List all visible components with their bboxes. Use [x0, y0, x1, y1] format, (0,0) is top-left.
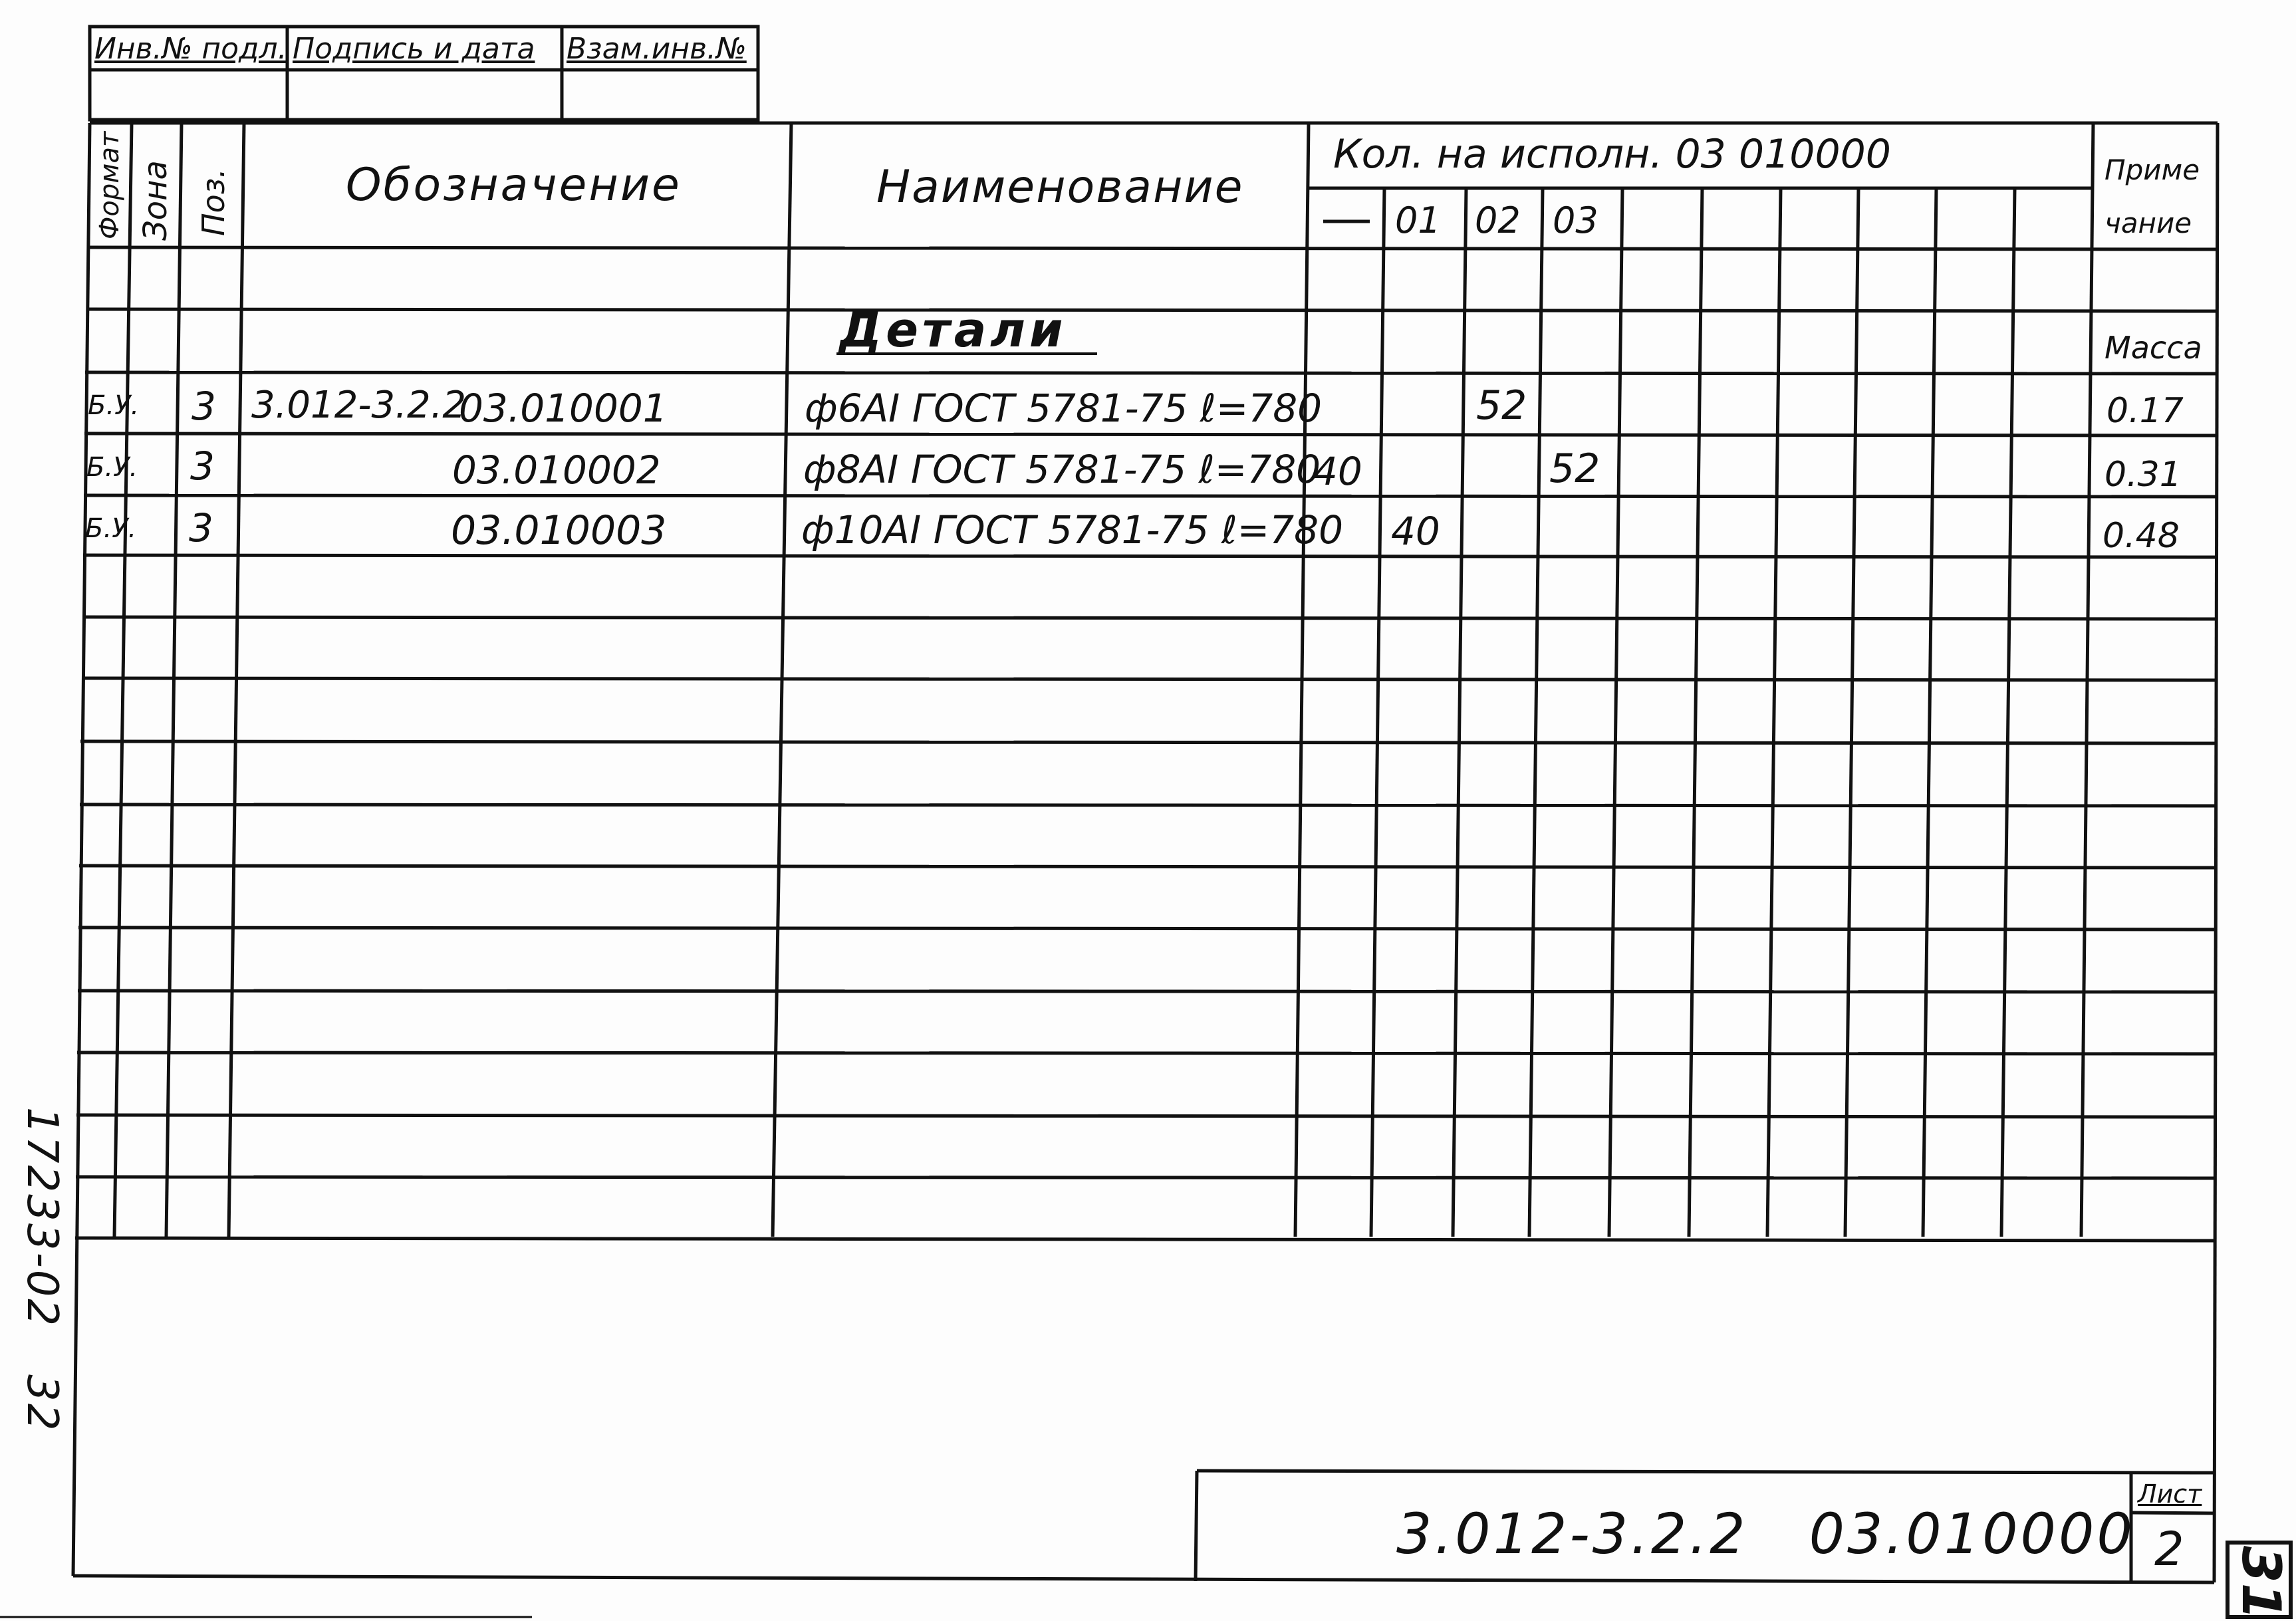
row-3-note: 0.48 — [2103, 516, 2180, 556]
row-2-qty-03: 52 — [1549, 445, 1600, 492]
row-3-oboz: 03.010003 — [451, 507, 667, 554]
document-code: 3.012-3.2.2 03.010000 — [1396, 1501, 2135, 1566]
row-1-poz: 3 — [191, 384, 216, 429]
row-2-format: Б.У. — [86, 452, 138, 483]
column-header-poz: Поз. — [195, 168, 231, 236]
row-1-oboz: 03.010001 — [459, 386, 668, 431]
column-header-primechanie-2: чание — [2105, 207, 2192, 239]
row-1-oboz-prefix: 3.012-3.2.2 — [251, 384, 467, 427]
row-2-oboz: 03.010002 — [452, 447, 661, 493]
column-header-kol-na-ispoln: Кол. на исполн. 03 010000 — [1333, 131, 1891, 178]
column-header-zona: Зона — [137, 160, 174, 241]
column-header-format: Формат — [94, 131, 125, 239]
stamp-vzam-inv-label: Взам.инв.№ — [567, 32, 747, 66]
row-2-name: ф8АI ГОСТ 5781-75 ℓ=780 — [803, 447, 1321, 492]
stamp-podpis-data-label: Подпись и дата — [293, 32, 535, 66]
row-2-poz: 3 — [190, 443, 215, 489]
variant-header-02: 02 — [1475, 199, 1521, 241]
row-2-qty-dash: 40 — [1313, 449, 1362, 494]
row-1-qty-02: 52 — [1476, 382, 1527, 429]
row-3-format: Б.У. — [85, 513, 137, 544]
column-header-oboznachenie: Обозначение — [346, 159, 682, 211]
row-1-name: ф6АI ГОСТ 5781-75 ℓ=780 — [805, 386, 1323, 431]
column-header-naimenovanie: Наименование — [876, 161, 1244, 213]
row-3-qty-01: 40 — [1391, 509, 1440, 554]
row-3-poz: 3 — [189, 505, 213, 551]
row-3-name: ф10АI ГОСТ 5781-75 ℓ=780 — [801, 507, 1343, 553]
column-header-primechanie-1: Приме — [2105, 154, 2200, 186]
row-2-note: 0.31 — [2105, 455, 2182, 495]
row-1-note: 0.17 — [2106, 391, 2184, 431]
section-title: Детали — [839, 302, 1067, 358]
list-number: 2 — [2154, 1522, 2184, 1576]
variant-header-01: 01 — [1395, 199, 1441, 241]
massa-label: Масса — [2105, 330, 2202, 366]
list-label: Лист — [2138, 1479, 2202, 1509]
margin-archive-number: 17233-02 32 — [17, 1107, 66, 1433]
variant-header-03: 03 — [1553, 199, 1598, 241]
corner-mark: 31 — [2230, 1546, 2292, 1620]
row-1-format: Б.У. — [88, 390, 140, 421]
stamp-inv-podl-label: Инв.№ подл. — [94, 32, 287, 66]
